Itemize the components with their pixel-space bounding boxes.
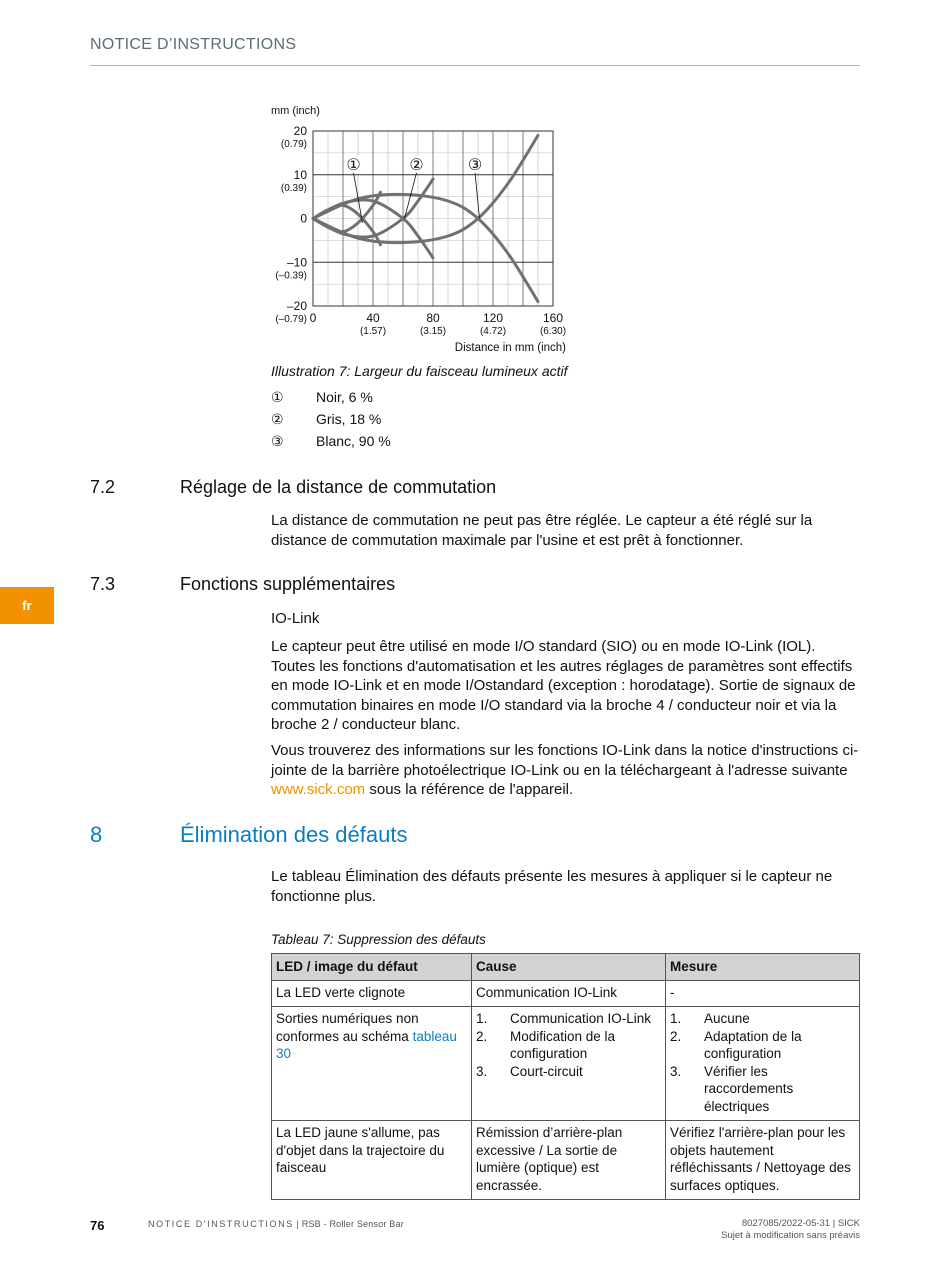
table-cell xyxy=(272,1007,472,1121)
section-title: Réglage de la distance de commutation xyxy=(180,477,497,497)
series-marker-label: ② xyxy=(409,156,424,174)
table-cell: - xyxy=(666,980,860,1007)
x-tick-label-inch: (6.30) xyxy=(539,326,567,337)
legend-item xyxy=(271,433,391,455)
marker-leader-line xyxy=(475,173,480,219)
table-cell xyxy=(472,1007,666,1121)
footer-doc-label: NOTICE D'INSTRUCTIONS xyxy=(148,1219,294,1229)
y-tick-label: 10 xyxy=(293,167,307,182)
table-cell: Rémission d’arrière-plan excessive / La sortie de lumière (optique) est encrassée. xyxy=(472,1121,666,1200)
legend-label: Noir, 6 % xyxy=(316,389,373,405)
chapter-title: Élimination des défauts xyxy=(180,822,408,847)
list-text: Communication IO-Link xyxy=(510,1011,652,1026)
footer-ref-number: 8027085/2022-05-31 | SICK xyxy=(741,1218,860,1229)
language-tab[interactable]: fr xyxy=(0,587,54,624)
x-tick-label-inch: (1.57) xyxy=(359,326,387,337)
y-tick-label: –10 xyxy=(286,255,307,270)
y-tick-label-inch: (–0.79) xyxy=(275,314,307,325)
subsection-heading: IO-Link xyxy=(271,610,320,627)
text: Vous trouverez des informations sur les fonctions IO-Link dans la notice d'instructions ci-jointe de la barrière photoélectrique IO-Link ou en la téléchargeant à l'adresse suivante xyxy=(271,742,859,779)
footer-note: Sujet à modification sans préavis xyxy=(721,1230,860,1241)
section-body: Le capteur peut être utilisé en mode I/O standard (SIO) ou en mode IO-Link (IOL). Toutes les fonctions d'automatisation et les autres réglages de paramètres sont effectifs en mode IO-Link et en mode I/Ostandard (exception : horodatage). Sortie de signaux de commutation binaires en mode I/O standard via la broche 4 / conducteur noir et via la broche 2 / conducteur blanc. xyxy=(271,638,856,733)
list-number: 2. xyxy=(670,1028,682,1044)
chapter-body: Le tableau Élimination des défauts présente les mesures à appliquer si le capteur ne fonctionne plus. xyxy=(271,868,833,905)
y-tick-label-inch: (0.39) xyxy=(280,182,307,194)
list-text: Aucune xyxy=(704,1011,750,1026)
column-header: Cause xyxy=(472,954,666,981)
footer-doc-product: | RSB - Roller Sensor Bar xyxy=(293,1219,404,1229)
table-row xyxy=(272,1121,860,1200)
list-number: 1. xyxy=(670,1011,682,1026)
page-number: 76 xyxy=(90,1218,105,1233)
table-caption: Tableau 7: Suppression des défauts xyxy=(271,932,486,947)
section-number: 7.2 xyxy=(90,477,116,497)
x-axis-label: Distance in mm (inch) xyxy=(454,342,566,354)
list-number: 3. xyxy=(476,1063,488,1079)
list-item xyxy=(476,1028,661,1063)
legend-symbol: ① xyxy=(271,389,284,405)
x-tick-label: 40 xyxy=(366,311,380,325)
numbered-list xyxy=(476,1010,661,1080)
legend-label: Blanc, 90 % xyxy=(316,433,391,449)
y-tick-label: 0 xyxy=(300,211,307,226)
table-cell: Communication IO-Link xyxy=(472,980,666,1007)
x-tick-label: 80 xyxy=(426,311,440,325)
table-cell: Vérifiez l'arrière-plan pour les objets hautement réfléchissants / Nettoyage des surfaces optiques. xyxy=(666,1121,860,1200)
table-header-row xyxy=(272,954,860,981)
section-title: Fonctions supplémentaires xyxy=(180,574,396,594)
list-number: 2. xyxy=(476,1028,488,1044)
legend-label: Gris, 18 % xyxy=(316,411,382,427)
y-tick-label-inch: (–0.39) xyxy=(275,270,307,282)
y-tick-label: –20 xyxy=(286,299,307,313)
figure-caption: Illustration 7: Largeur du faisceau lumineux actif xyxy=(271,363,568,379)
beam-width-chart xyxy=(266,100,576,363)
list-item xyxy=(476,1010,661,1028)
header-rule xyxy=(90,65,860,66)
numbered-list xyxy=(670,1010,855,1115)
footer-document-title xyxy=(148,1219,404,1229)
table-cell: La LED verte clignote xyxy=(272,980,472,1007)
x-tick-label-inch: (4.72) xyxy=(479,326,507,337)
list-text: Adaptation de la configuration xyxy=(704,1028,802,1061)
figure-legend xyxy=(271,389,391,455)
table-row xyxy=(272,980,860,1007)
legend-symbol: ③ xyxy=(271,433,284,449)
list-number: 1. xyxy=(476,1011,488,1026)
y-axis-label: mm (inch) xyxy=(271,105,320,117)
table-row xyxy=(272,1007,860,1121)
y-tick-label: 20 xyxy=(293,124,307,138)
chapter-number: 8 xyxy=(90,822,103,847)
section-body: La distance de commutation ne peut pas être réglée. Le capteur a été réglé sur la distance de commutation maximale par l'usine et est prêt à fonctionner. xyxy=(271,512,813,549)
text: sous la référence de l'appareil. xyxy=(365,781,574,798)
x-tick-label: 160 xyxy=(542,311,564,325)
series-marker-label: ① xyxy=(346,156,361,174)
column-header: Mesure xyxy=(666,954,860,981)
defaults-table xyxy=(271,953,860,1200)
list-number: 3. xyxy=(670,1063,682,1079)
series-marker-label: ③ xyxy=(467,156,483,174)
chart-svg xyxy=(266,100,576,358)
section-number: 7.3 xyxy=(90,574,116,594)
footer-reference xyxy=(721,1218,860,1242)
x-tick-label-inch: (3.15) xyxy=(419,326,447,337)
text: Sorties numériques non conformes au schéma xyxy=(276,1011,419,1044)
list-text: Vérifier les raccordements électriques xyxy=(704,1063,794,1114)
x-tick-label: 0 xyxy=(309,311,317,325)
legend-item xyxy=(271,389,391,411)
table-cell xyxy=(666,1007,860,1121)
list-item xyxy=(670,1010,855,1028)
section-body xyxy=(271,741,861,800)
column-header: LED / image du défaut xyxy=(272,954,472,981)
list-item xyxy=(670,1028,855,1063)
list-text: Court-circuit xyxy=(510,1063,583,1079)
list-text: Modification de la configuration xyxy=(510,1028,616,1061)
page-header-title: NOTICE D’INSTRUCTIONS xyxy=(90,36,297,53)
table-cell: La LED jaune s'allume, pas d'objet dans la trajectoire du faisceau xyxy=(272,1121,472,1200)
table-reference-link[interactable]: tableau 30 xyxy=(276,1028,457,1061)
y-tick-label-inch: (0.79) xyxy=(280,139,307,150)
sick-website-link[interactable]: www.sick.com xyxy=(271,781,366,798)
legend-symbol: ② xyxy=(271,411,284,427)
list-item xyxy=(670,1063,855,1116)
legend-item xyxy=(271,411,391,433)
list-item xyxy=(476,1063,661,1081)
defaults-table-wrapper xyxy=(271,953,860,1200)
x-tick-label: 120 xyxy=(482,311,504,325)
